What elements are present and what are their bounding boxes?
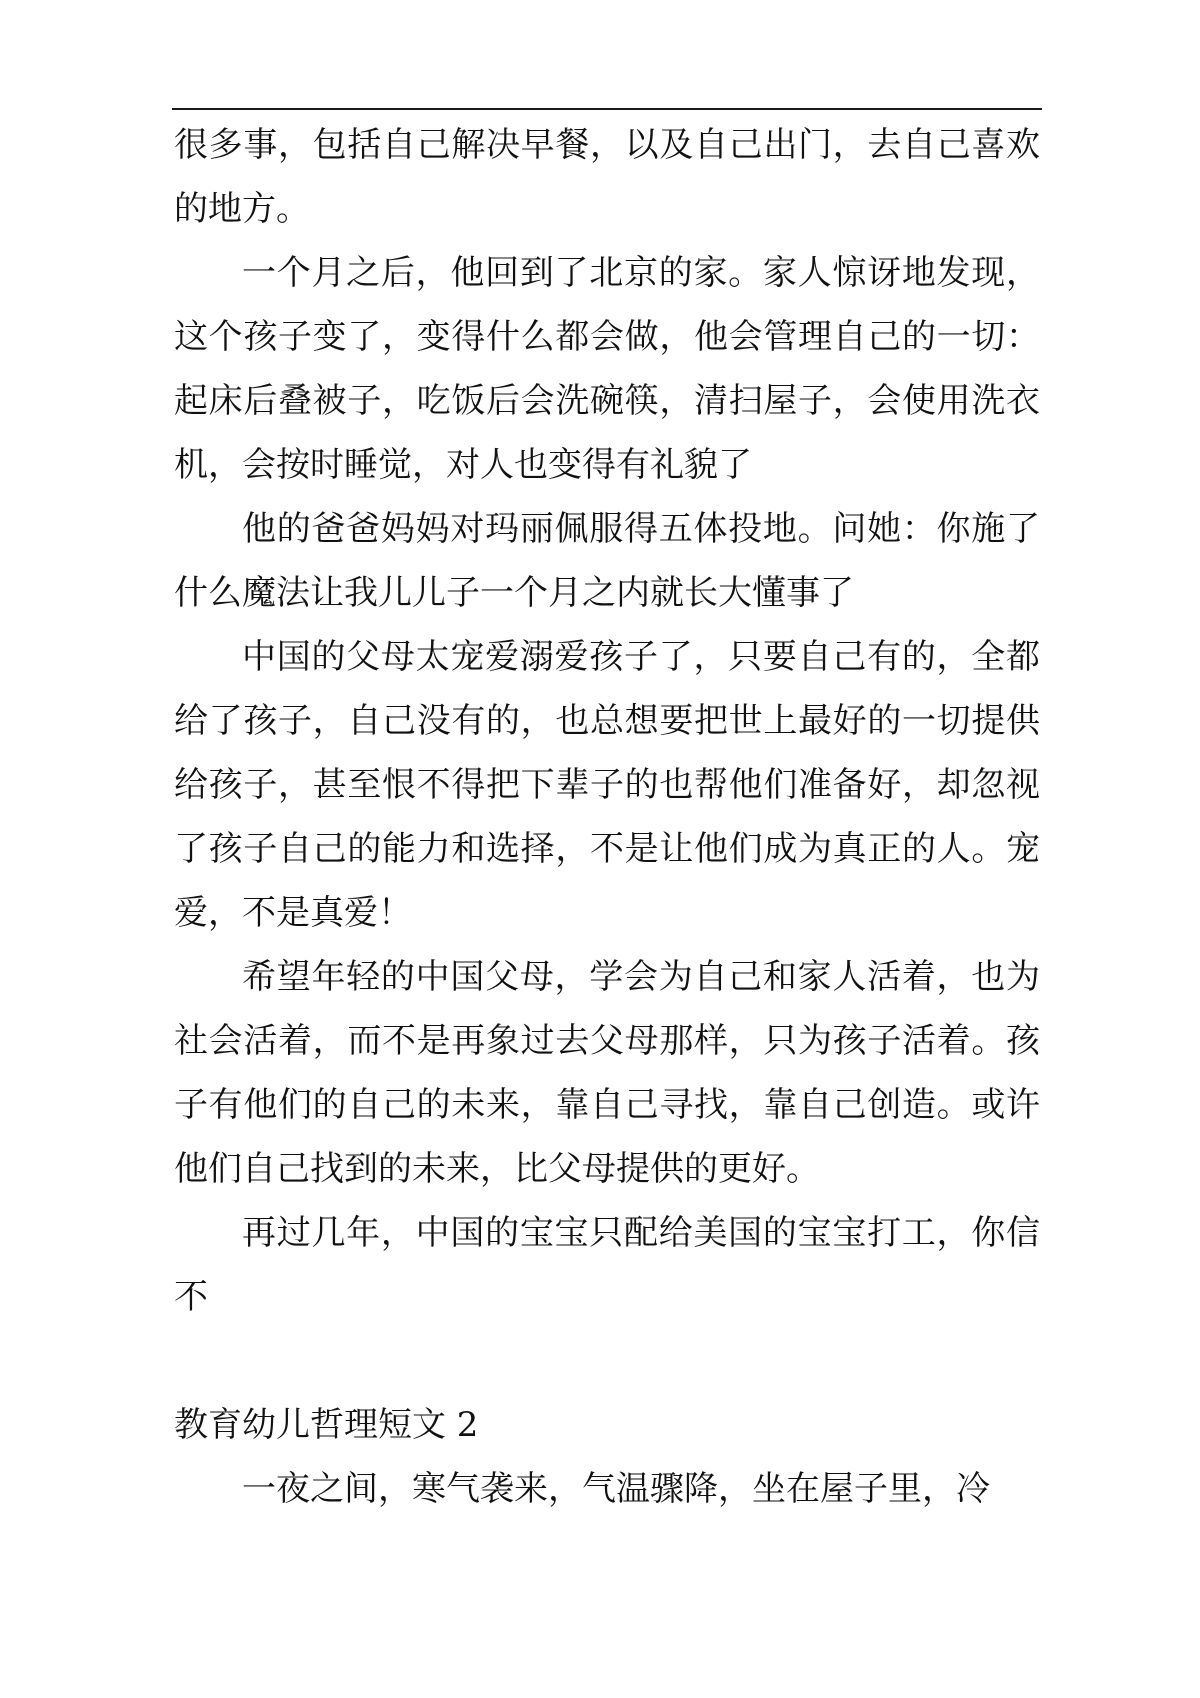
paragraph-2: 一个月之后，他回到了北京的家。家人惊讶地发现，这个孩子变了，变得什么都会做，他会管理自己的一切：起床后叠被子，吃饭后会洗碗筷，清扫屋子，会使用洗衣机，会按时睡觉，对人也变得有礼貌了: [174, 253, 1040, 485]
paragraph-6: 再过几年，中国的宝宝只配给美国的宝宝打工，你信不: [174, 1213, 1040, 1317]
header-rule: [172, 108, 1042, 110]
paragraph-1: 很多事，包括自己解决早餐，以及自己出门，去自己喜欢的地方。: [174, 125, 1040, 229]
paragraph-4: 中国的父母太宠爱溺爱孩子了，只要自己有的，全都给了孩子，自己没有的，也总想要把世上最好的一切提供给孩子，甚至恨不得把下辈子的也帮他们准备好，却忽视了孩子自己的能力和选择，不是让他们成为真正的人。宠爱，不是真爱！: [174, 637, 1040, 933]
paragraph-5: 希望年轻的中国父母，学会为自己和家人活着，也为社会活着，而不是再象过去父母那样，只为孩子活着。孩子有他们的自己的未来，靠自己寻找，靠自己创造。或许他们自己找到的未来，比父母提供的更好。: [174, 957, 1040, 1189]
section-title: 教育幼儿哲理短文 2: [174, 1405, 479, 1445]
body-text: [174, 113, 1040, 1521]
paragraph-3: 他的爸爸妈妈对玛丽佩服得五体投地。问她：你施了什么魔法让我儿儿子一个月之内就长大懂事了: [174, 509, 1040, 613]
section-paragraph-1: 一夜之间，寒气袭来，气温骤降，坐在屋子里，冷: [242, 1469, 990, 1509]
